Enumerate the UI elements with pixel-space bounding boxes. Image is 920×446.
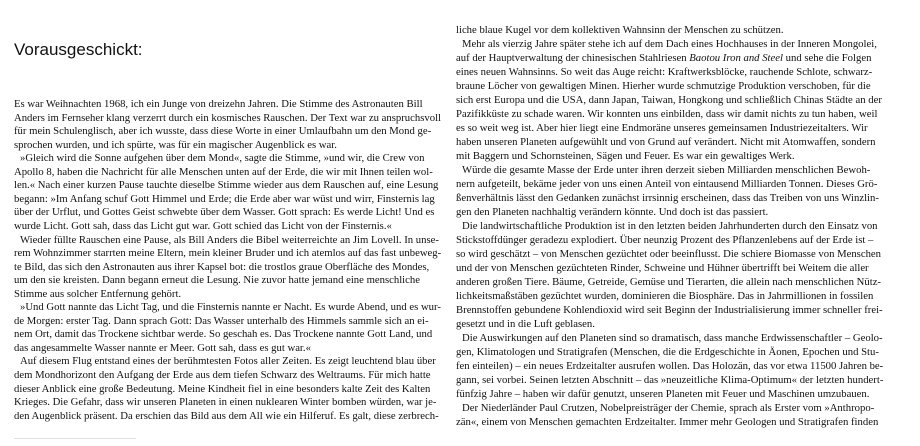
text-line: »Gleich wird die Sonne aufgehen über dem Mond«, sagte die Stimme, »und wir, die Crew von [20,152,425,165]
text-line: len.« Nach einer kurzen Pause tauchte dieselbe Stimme wieder aus dem Rauschen auf, eine Lesung [14,179,439,192]
text-line: dieser Anblick eine große Bedeutung. Meine Kindheit fiel in eine besonders kalte Zeit des Kalten [14,382,431,395]
text-line: dem Mondhorizont den Aufgang der Erde aus dem tiefen Schwarz des Weltraums. Für mich hatte [14,369,431,381]
text-line: sich erst Europa und die USA, dann Japan, Taiwan, Hongkong und schließlich Chinas Städte an der [456,94,882,106]
text-line: sprochen wurden, und ich spürte, was für ein magischer Augenblick es war. [14,138,337,151]
text-line: gesetzt und in die Luft geblasen. [456,318,595,330]
text-line: eines neuen Wahnsinns. So weit das Auge reicht: Kraftwerksblöcke, rauchende Schlote, schwarz- [456,66,873,78]
text-line: Es war Weihnachten 1968, ich ein Junge von dreizehn Jahren. Die Stimme des Astronauten Bill [14,98,423,110]
text-line: Der Niederländer Paul Crutzen, Nobelpreisträger der Chemie, sprach als Erster vom »Anthropo- [462,402,875,414]
text-line: so wird geschätzt – von Menschen gezüchtet oder beeinflusst. Die schiere Biomasse von Menschen [456,248,882,260]
text-line: wurde Licht. Gott sah, dass das Licht gut war. Gott schied das Licht von der Finsternis.« [14,219,392,232]
text-line: zän«, einem von Menschen gemachten Erdzeitalter. Immer mehr Geologen und Stratigrafen finden [456,416,879,428]
text-line: de Morgen: erster Tag. Dann sprach Gott: Das Wasser unterhalb des Himmels sammle sich an ei- [14,314,429,327]
section-heading: Vorausgeschickt: [14,40,143,59]
text-line: Die landwirtschaftliche Produktion ist in den letzten beiden Jahrhunderten durch den Einsatz von [462,220,878,232]
bottom-divider [14,438,136,439]
text-line: Pazifikküste zu schade waren. Wir konnten uns einbilden, dass wir damit nichts zu tun haben, weil [456,108,878,120]
text-line: liche blaue Kugel vor dem kollektiven Wahnsinn der Menschen zu schützen. [456,24,784,36]
text-line: gen den Planeten nachhaltig verändern könnte. Und doch ist das passiert. [456,206,769,218]
text-line: Stickstoffdünger geradezu explodiert. Über neunzig Prozent des Pflanzenlebens auf der Erde ist – [456,234,874,246]
text-line: mit Baggern und Schornsteinen, Sägen und Feuer. Es war ein gewaltiges Werk. [456,150,795,162]
text-line: Die Auswirkungen auf den Planeten sind so dramatisch, dass manche Erdwissenschaftler – Geolo- [462,332,883,344]
text-line: Apollo 8, haben die Nachricht für alle Menschen unten auf der Erde, die wir mit Ihnen teilen wol- [14,165,433,178]
text-line: Mehr als vierzig Jahre später stehe ich auf dem Dach eines Hochhauses in der Inneren Mongolei, [462,38,877,50]
text-line: te Bild, das sich den Astronauten aus ihrer Kapsel bot: die trostlos graue Oberfläche des Mondes, [14,260,430,273]
text-line: Anders im Fernseher klang verzerrt durch ein kosmisches Rauschen. Der Text war zu anspruchsvoll [14,111,442,124]
text-line: anderen großen Tiere. Bäume, Getreide, Gemüse und Tierarten, die allein nach menschlichen Nütz- [456,276,881,288]
text-line: Würde die gesamte Masse der Erde unter ihren derzeit sieben Milliarden menschlichen Bewoh- [462,164,871,176]
text-line: Auf diesem Flug entstand eines der berühmtesten Fotos aller Zeiten. Es zeigt leuchtend blau über [20,355,436,368]
text-line: über der Urflut, und Gottes Geist schwebte über dem Wasser. Gott sprach: Es werde Licht! Und es [14,206,435,219]
text-line: rem Wohnzimmer starrten meine Eltern, mein kleiner Bruder und ich atemlos auf das fast unbeweg- [14,247,442,260]
text-line: Stimme aus solcher Entfernung gehört. [14,287,182,300]
text-line: begann: »Im Anfang schuf Gott Himmel und Erde; die Erde aber war wüst und wirr, Finsternis lag [14,192,435,205]
text-line: für mein Schulenglisch, aber ich wusste, dass diese Worte in einer Umlaufbahn um den Mond ge- [14,125,432,138]
text-line: und der von Menschen gezüchteten Rinder, Schweine und Hühner übertrifft bei Weitem die aller [456,262,869,274]
text-line: das angesammelte Wasser nannte er Meer. Gott sah, dass es gut war.« [14,341,311,354]
text-line: gen, Klimatologen und Stratigrafen (Menschen, die die Erdgeschichte in Äonen, Epochen und Stu- [456,346,879,358]
text-line: Brennstoffen gebundene Kohlendioxid wird seit Beginn der Industrialisierung immer schneller frei- [456,304,883,316]
text-line: haben unseren Planeten aufgewühlt und von Grund auf verändert. Nicht mit Atomwaffen, sondern [456,136,876,148]
text-line: ßenverhältnis lässt den Gedanken zunächst irrsinnig erscheinen, dass das Treiben von uns Winzlin- [456,192,879,204]
text-line: es so weit weg ist. Aber hier liegt eine Endmoräne unseres gemeinsamen Industriezeitalters. Wir [456,122,868,134]
text-line: gann, sei vorbei. Seinen letzten Abschnitt – das »neuzeitliche Klima-Optimum« der letzten hundert- [456,374,884,386]
text-line: nem Ort, damit das Trockene sichtbar werde. So geschah es. Das Trockene nannte Gott Land, und [14,328,433,341]
text-line: Krieges. Die Gefahr, dass wir unseren Planeten in einen nuklearen Winter bomben würden, war je- [14,396,437,409]
text-line: braune Löcher von gewaltigen Minen. Hierher wurde schmutzige Produktion verschoben, für die [456,80,871,92]
text-line: um den sie kreisten. Dann begann erneut die Lesung. Nie zuvor hatte jemand eine menschliche [14,274,420,287]
text-line: fen einteilen) – ein neues Erdzeitalter ausrufen wollen. Das Holozän, das vor etwa 11500 Jahren be- [456,360,884,372]
text-line: den Augenblick präsent. Da erschien das Bild aus dem All wie ein Hilferuf. Es galt, diese zerbrech- [14,409,439,422]
text-line: auf der Hauptverwaltung der chinesischen Stahlriesen Baotou Iron and Steel und sehe die Folgen [456,52,872,64]
text-line: fünfzig Jahre – haben wir dafür genutzt, unseren Planeten mit Feuer und Maschinen umzubauen. [456,388,870,400]
text-line: lichkeitsmaßstäben gezüchtet wurden, dominieren die Biosphäre. Das in Jahrmillionen in fossilen [456,290,874,302]
text-line: »Und Gott nannte das Licht Tag, und die Finsternis nannte er Nacht. Es wurde Abend, und es wur- [20,301,441,314]
text-line: Wieder füllte Rauschen eine Pause, als Bill Anders die Bibel weiterreichte an Jim Lovell. In unse- [20,233,439,246]
text-line: nern aufgeteilt, bekäme jeder von uns einen Anteil von eintausend Milliarden Tonnen. Dieses Grö- [456,178,878,190]
